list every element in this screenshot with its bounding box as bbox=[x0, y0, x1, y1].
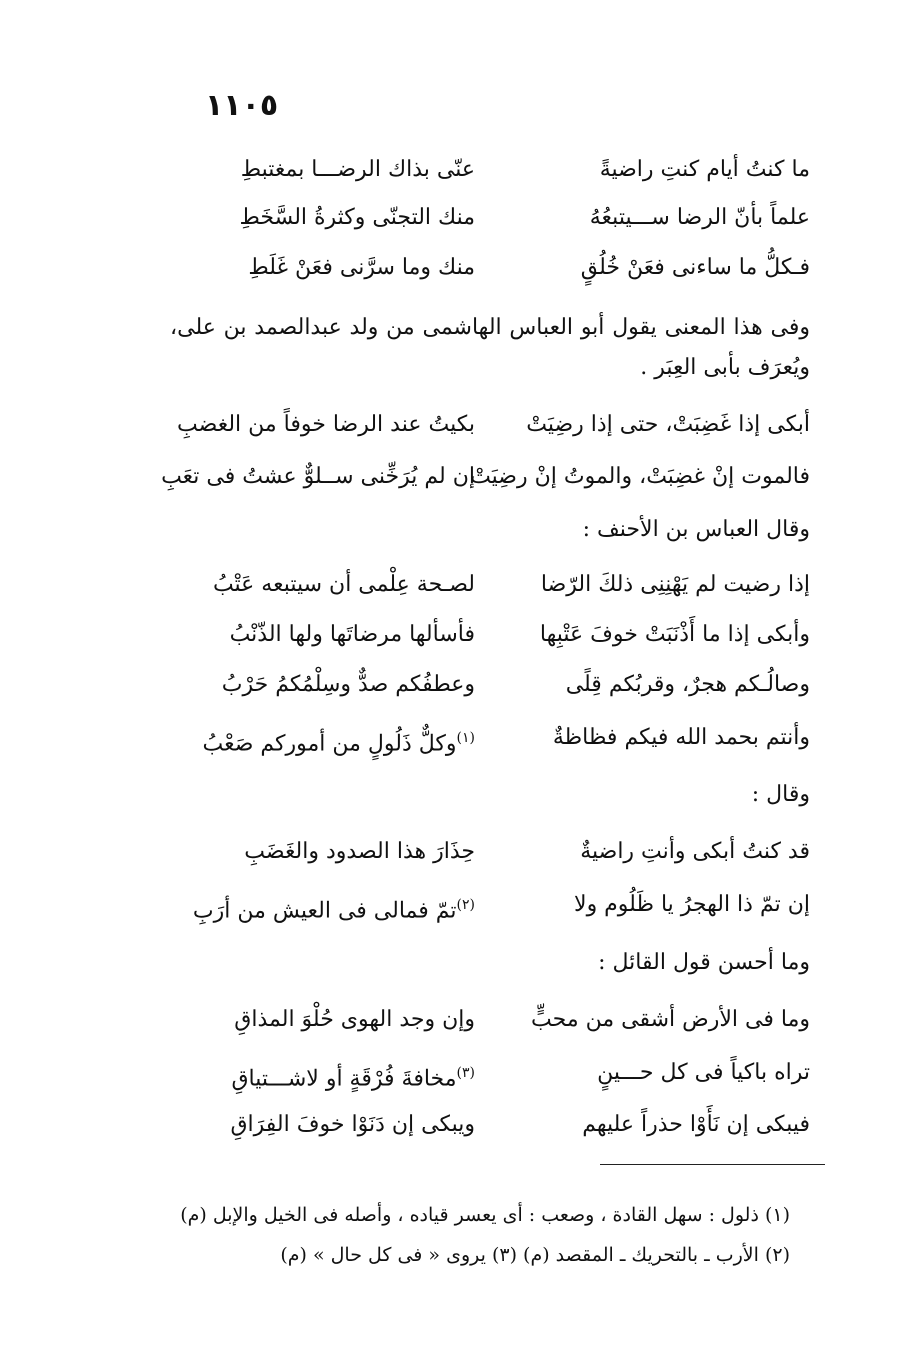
hemistich-first: وصالُـكم هجرٌ، وقربُكم قِلًى bbox=[565, 672, 810, 697]
hemistich-first: وأبكى إذا ما أَذْنَبَتْ خوفَ عَتْبِها bbox=[539, 622, 810, 647]
verse-line bbox=[175, 565, 810, 605]
hemistich-first: تراه باكياً فى كل حـــينٍ bbox=[597, 1060, 810, 1085]
hemistich-second: منك التجنّى وكثرةُ السَّخَطِ bbox=[239, 205, 475, 230]
footnote-marker: (١) bbox=[456, 730, 475, 746]
hemistich-first: وما فى الأرض أشقى من محبٍّ bbox=[531, 1007, 810, 1032]
verse-line bbox=[175, 405, 810, 445]
hemistich-first: فـكلُّ ما ساءنى فعَنْ خُلُقٍ bbox=[580, 255, 810, 280]
verse-line bbox=[175, 615, 810, 655]
hemistich-first: إن تمّ ذا الهجرُ يا ظَلُوم ولا bbox=[574, 892, 810, 917]
footnote-marker: (٣) bbox=[456, 1065, 475, 1081]
prose-line: وما أحسن قول القائل : bbox=[598, 950, 810, 975]
footnote: (١) ذلول : سهل القادة ، وصعب : أى يعسر قياده ، وأصله فى الخيل والإبل (م) bbox=[180, 1204, 790, 1226]
hemistich-second: وعطفُكم صدٌّ وسِلْمُكمُ حَرْبُ bbox=[221, 672, 475, 697]
prose-paragraph: وفى هذا المعنى يقول أبو العباس الهاشمى من ولد عبدالصمد بن على، ويُعرَف بأبى العِبَر . bbox=[170, 315, 810, 380]
prose-line: وقال العباس بن الأحنف : bbox=[582, 517, 810, 542]
footnote: (٢) الأرب ـ بالتحريك ـ المقصد (م) (٣) يروى « فى كل حال » (م) bbox=[280, 1244, 790, 1266]
verse-line bbox=[175, 832, 810, 872]
hemistich-second: وإن وجد الهوى حُلْوَ المذاقِ bbox=[234, 1007, 475, 1032]
verse-line bbox=[175, 718, 810, 758]
page-number: ١١٠٥ bbox=[205, 88, 279, 123]
hemistich-second bbox=[175, 1053, 475, 1099]
hemistich-second: فأسألها مرضاتَها ولها الذّنْبُ bbox=[229, 622, 475, 647]
hemistich-text: تمّ فمالى فى العيش من أرَبِ bbox=[192, 898, 457, 924]
footnote-separator bbox=[600, 1164, 825, 1165]
hemistich-first: قد كنتُ أبكى وأنتِ راضيةٌ bbox=[580, 839, 810, 864]
hemistich-text: وكلٌّ ذَلُولٍ من أموركم صَعْبُ bbox=[202, 731, 457, 757]
hemistich-first: إذا رضيت لم يَهْنِنِى ذلكَ الرّضا bbox=[540, 572, 810, 597]
verse-line bbox=[175, 665, 810, 705]
hemistich-second: ويبكى إن دَنَوْا خوفَ الفِرَاقِ bbox=[230, 1112, 475, 1137]
footnote-marker: (٢) bbox=[456, 897, 475, 913]
hemistich-first: ما كنتُ أيام كنتِ راضيةً bbox=[599, 157, 810, 182]
verse-line bbox=[175, 150, 810, 190]
hemistich-second: إن لم يُرَخِّنى ســلوٌّ عشتُ فى تعَبِ bbox=[161, 464, 475, 489]
verse-line bbox=[175, 1105, 810, 1145]
verse-line bbox=[175, 1053, 810, 1093]
prose-line: وقال : bbox=[751, 782, 810, 807]
verse-line bbox=[175, 198, 810, 238]
verse-line bbox=[175, 1000, 810, 1040]
hemistich-second: لصـحة عِلْمى أن سيتبعه عَتْبُ bbox=[212, 572, 475, 597]
hemistich-second: منك وما سرَّنى فعَنْ غَلَطِ bbox=[248, 255, 475, 280]
hemistich-second bbox=[175, 718, 475, 764]
verse-line bbox=[161, 457, 810, 497]
hemistich-first: أبكى إذا غَضِبَتْ، حتى إذا رضِيَتْ bbox=[526, 412, 810, 437]
hemistich-second: بكيتُ عند الرضا خوفاً من الغضبِ bbox=[177, 412, 475, 437]
hemistich-first: فالموت إنْ غضِبَتْ، والموتُ إنْ رضِيَتْ bbox=[470, 464, 810, 489]
hemistich-text: مخافةَ فُرْقَةٍ أو لاشـــتياقِ bbox=[231, 1066, 457, 1092]
hemistich-second: عنّى بذاك الرضـــا بمغتبطِ bbox=[240, 157, 475, 182]
hemistich-first: وأنتم بحمد الله فيكم فظاظةٌ bbox=[552, 725, 810, 750]
hemistich-first: علماً بأنّ الرضا ســـيتبعُهُ bbox=[589, 205, 810, 230]
verse-line bbox=[175, 885, 810, 925]
hemistich-second bbox=[175, 885, 475, 931]
hemistich-first: فيبكى إن نَأَوْا حذراً عليهم bbox=[582, 1112, 810, 1137]
verse-line bbox=[175, 248, 810, 288]
hemistich-second: حِذَارَ هذا الصدود والغَضَبِ bbox=[244, 839, 475, 864]
